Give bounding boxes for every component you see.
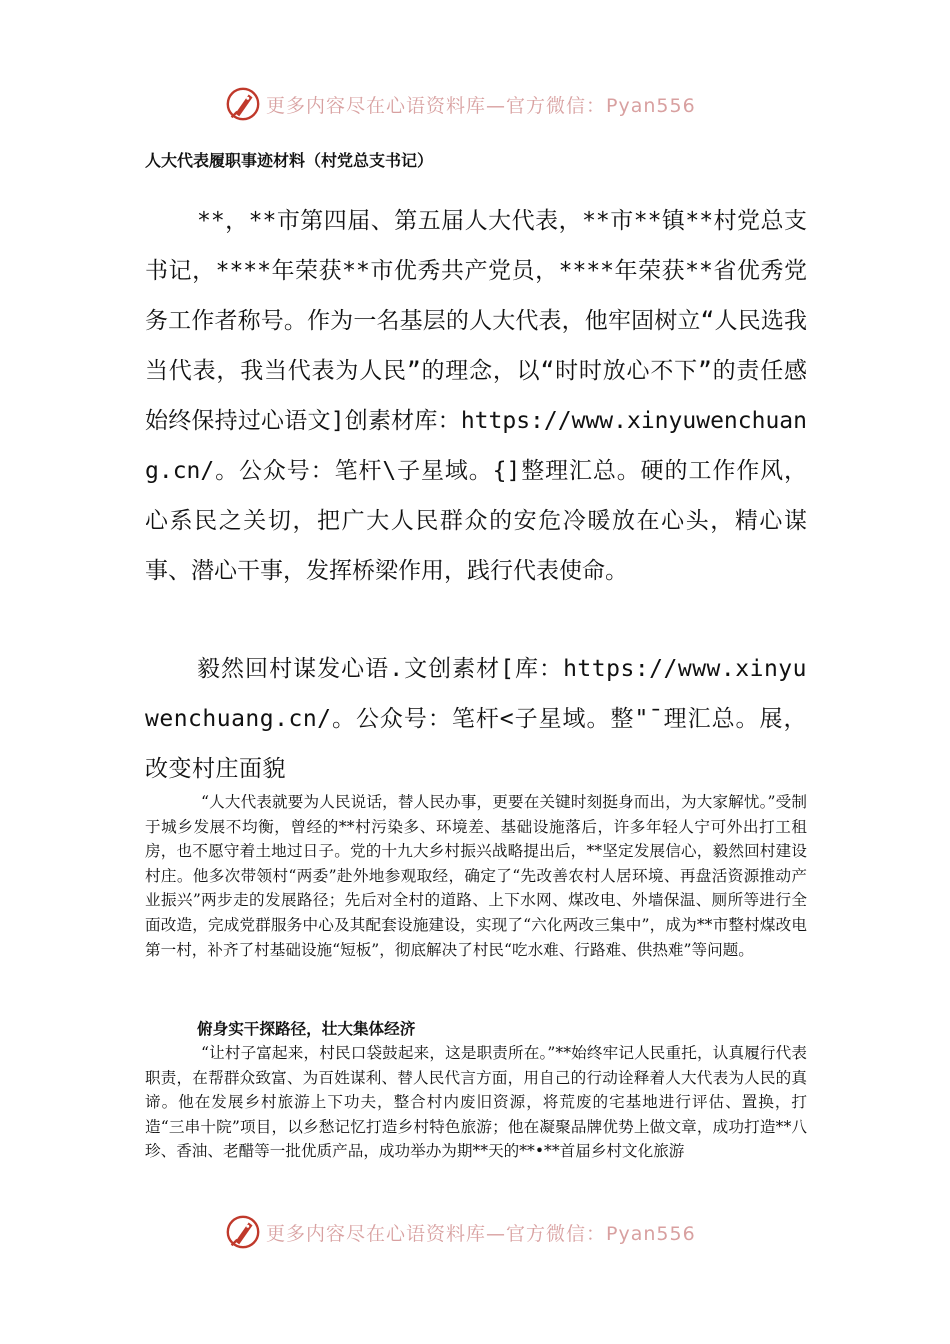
banner-text: 更多内容尽在心语资料库—官方微信：Pyan556 <box>266 94 696 117</box>
pen-nib-logo-icon <box>224 1213 262 1251</box>
document-title: 人大代表履职事迹材料（村党总支书记） <box>145 151 434 170</box>
paragraph-heading-return: 毅然回村谋发心语.文创素材[库：https://www.xinyuwenchuang.cn/。公众号：笔杆<子星域。整"¯理汇总。展，改变村庄面貌 <box>145 656 807 782</box>
footer-watermark-banner <box>224 1212 744 1252</box>
banner-text: 更多内容尽在心语资料库—官方微信：Pyan556 <box>266 1222 696 1245</box>
paragraph-collective-economy: “让村子富起来，村民口袋鼓起来，这是职责所在。”**始终牢记人民重托，认真履行代表职责，在帮群众致富、为百姓谋利、替人民代言方面，用自己的行动诠释着人大代表为人民的真谛。他在发展乡村旅游上下功夫，整合村内废旧资源，将荒废的宅基地进行评估、置换，打造“三串十院”项目，以乡愁记忆打造乡村特色旅游；他在凝聚品牌优势上做文章，成功打造**八珍、香油、老醋等一批优质产品，成功举办为期**天的**•**首届乡村文化旅游 <box>145 1044 807 1161</box>
paragraph-intro: **，**市第四届、第五届人大代表，**市**镇**村党总支书记，****年荣获**市优秀共产党员，****年荣获**省优秀党务工作者称号。作为一名基层的人大代表，他牢固树立“人民选我当代表，我当代表为人民”的理念，以“时时放心不下”的责任感始终保持过心语文]创素材库：https://www.xinyuwenchuang.cn/。公众号：笔杆\子星域。{]整理汇总。硬的工作作风，心系民之关切，把广大人民群众的安危冷暖放在心头，精心谋事、潜心干事，发挥桥梁作用，践行代表使命。 <box>145 208 807 584</box>
section-subheading: 俯身实干探路径，壮大集体经济 <box>197 1020 416 1038</box>
paragraph-village-development: “人大代表就要为人民说话，替人民办事，更要在关键时刻挺身而出，为大家解忧。”受制于城乡发展不均衡，曾经的**村污染多、环境差、基础设施落后，许多年轻人宁可外出打工租房，也不愿守着土地过日子。党的十九大乡村振兴战略提出后，**坚定发展信心，毅然回村建设村庄。他多次带领村“两委”赴外地参观取经，确定了“先改善农村人居环境、再盘活资源推动产业振兴”两步走的发展路径；先后对全村的道路、上下水网、煤改电、外墙保温、厕所等进行全面改造，完成党群服务中心及其配套设施建设，实现了“六化两改三集中”，成为**市整村煤改电第一村，补齐了村基础设施“短板”，彻底解决了村民“吃水难、行路难、供热难”等问题。 <box>145 793 807 959</box>
pen-nib-logo-icon <box>224 85 262 123</box>
header-watermark-banner <box>224 84 744 124</box>
